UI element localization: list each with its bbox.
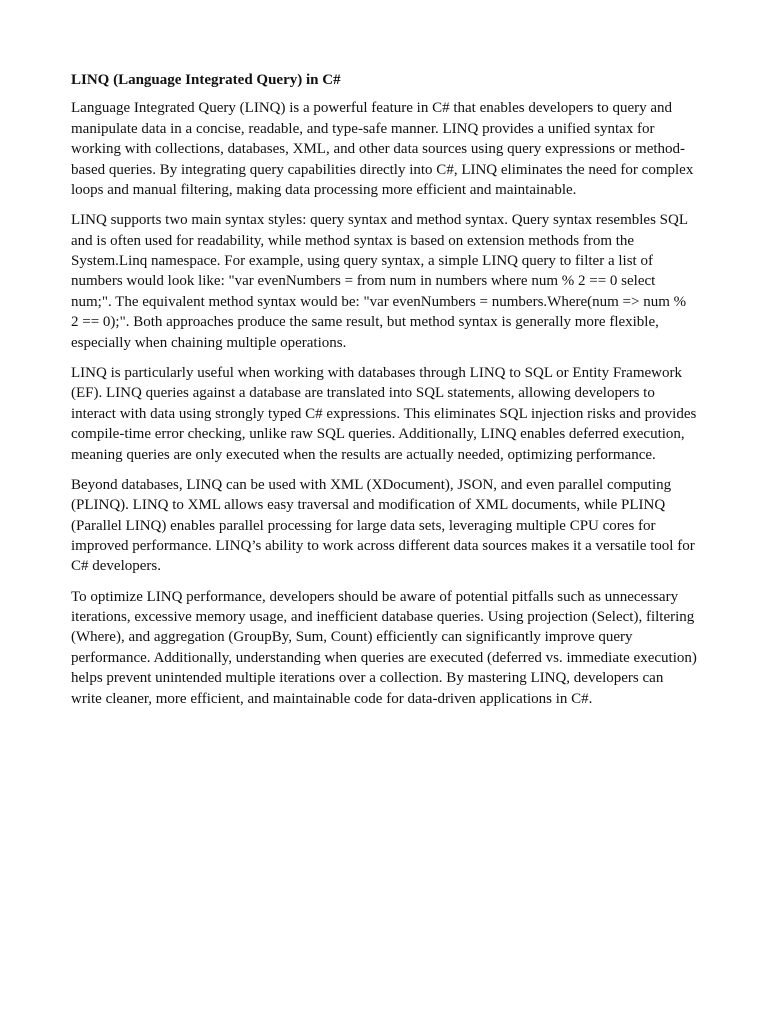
paragraph-syntax-styles: LINQ supports two main syntax styles: query syntax and method syntax. Query syntax resembles SQL and is often used for readability, while method syntax is based on extension methods from the System.Linq namespace. For example, using query syntax, a simple LINQ query to filter a list of numbers would look like: "var evenNumbers = from num in numbers where num % 2 == 0 select num;". The equivalent method syntax would be: "var evenNumbers = numbers.Where(num => num % 2 == 0);". Both approaches produce the same result, but method syntax is generally more flexible, especially when chaining multiple operations. — [71, 212, 688, 351]
paragraph-intro: Language Integrated Query (LINQ) is a powerful feature in C# that enables developers to query and manipulate data in a concise, readable, and type-safe manner. LINQ provides a unified syntax for working with collections, databases, XML, and other data sources using query expressions or method-based queries. By integrating query capabilities directly into C#, LINQ eliminates the need for complex loops and manual filtering, making data processing more efficient and maintainable. — [71, 100, 694, 199]
document-page — [71, 70, 697, 719]
paragraph-databases: LINQ is particularly useful when working with databases through LINQ to SQL or Entity Framework (EF). LINQ queries against a database are translated into SQL statements, allowing developers to interact with data using strongly typed C# expressions. This eliminates SQL injection risks and provides compile-time error checking, unlike raw SQL queries. Additionally, LINQ enables deferred execution, meaning queries are only executed when the results are actually needed, optimizing performance. — [71, 364, 697, 463]
document-title: LINQ (Language Integrated Query) in C# — [71, 72, 341, 88]
paragraph-performance: To optimize LINQ performance, developers should be aware of potential pitfalls such as unnecessary iterations, excessive memory usage, and inefficient database queries. Using projection (Select), filtering (Where), and aggregation (GroupBy, Sum, Count) efficiently can significantly improve query performance. Additionally, understanding when queries are executed (deferred vs. immediate execution) helps prevent unintended multiple iterations over a collection. By mastering LINQ, developers can write cleaner, more efficient, and maintainable code for data-driven applications in C#. — [71, 588, 697, 707]
paragraph-xml-plinq: Beyond databases, LINQ can be used with XML (XDocument), JSON, and even parallel computing (PLINQ). LINQ to XML allows easy traversal and modification of XML documents, while PLINQ (Parallel LINQ) enables parallel processing for large data sets, leveraging multiple CPU cores for improved performance. LINQ’s ability to work across different data sources makes it a versatile tool for C# developers. — [71, 476, 695, 575]
